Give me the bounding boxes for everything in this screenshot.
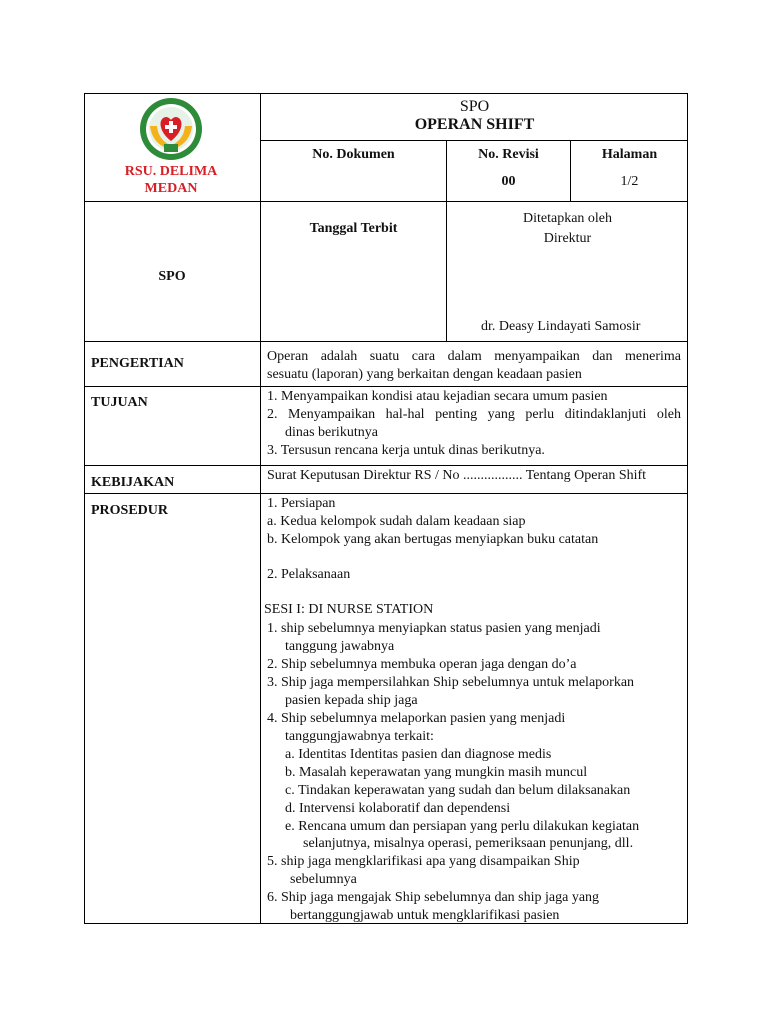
pengertian-label: PENGERTIAN — [91, 356, 184, 371]
prosedur-line: 1. Persiapan — [267, 496, 336, 511]
prosedur-line: c. Tindakan keperawatan yang sudah dan belum dilaksanakan — [285, 783, 631, 798]
tujuan-label: TUJUAN — [91, 395, 148, 410]
halaman-label: Halaman — [601, 147, 658, 162]
prosedur-line: b. Masalah keperawatan yang mungkin masih muncul — [285, 765, 588, 780]
org-name-line1: RSU. DELIMA — [124, 164, 218, 179]
halaman-value: 1/2 — [620, 174, 639, 189]
prosedur-line: d. Intervensi kolaboratif dan dependensi — [285, 801, 511, 816]
no-revisi-value: 00 — [501, 174, 516, 189]
prosedur-line: pasien kepada ship jaga — [285, 693, 418, 708]
signatory-name: dr. Deasy Lindayati Samosir — [481, 319, 641, 334]
tanggal-terbit-label: Tanggal Terbit — [309, 221, 398, 236]
row-divider-tujuan — [84, 465, 688, 466]
row-divider-pengertian — [84, 386, 688, 387]
prosedur-line: 4. Ship sebelumnya melaporkan pasien yang menjadi — [267, 711, 566, 726]
doc-title: OPERAN SHIFT — [414, 116, 535, 133]
spo-label: SPO — [158, 269, 186, 284]
prosedur-line: 2. Ship sebelumnya membuka operan jaga dengan do’a — [267, 657, 577, 672]
ditetapkan-oleh: Ditetapkan oleh — [522, 211, 613, 226]
prosedur-line: b. Kelompok yang akan bertugas menyiapkan buku catatan — [267, 532, 599, 547]
prosedur-line: 3. Ship jaga mempersilahkan Ship sebelumnya untuk melaporkan — [267, 675, 635, 690]
prosedur-line: selanjutnya, misalnya operasi, pemeriksaan penunjang, dll. — [303, 836, 634, 851]
tujuan-item-3: 3. Tersusun rencana kerja untuk dinas berikutnya. — [267, 443, 545, 458]
doc-type: SPO — [459, 98, 490, 115]
prosedur-line: e. Rencana umum dan persiapan yang perlu dilakukan kegiatan — [285, 819, 640, 834]
tujuan-item-2-cont: dinas berikutnya — [285, 425, 378, 440]
jabatan: Direktur — [543, 231, 592, 246]
prosedur-line: a. Identitas Identitas pasien dan diagnose medis — [285, 747, 552, 762]
row-divider-header — [84, 201, 688, 202]
tujuan-item-1: 1. Menyampaikan kondisi atau kejadian secara umum pasien — [267, 389, 608, 404]
no-revisi-label: No. Revisi — [478, 147, 539, 162]
prosedur-label: PROSEDUR — [91, 503, 169, 518]
prosedur-line: 6. Ship jaga mengajak Ship sebelumnya dan ship jaga yang — [267, 890, 600, 905]
prosedur-line: 2. Pelaksanaan — [267, 567, 351, 582]
prosedur-line: a. Kedua kelompok sudah dalam keadaan siap — [267, 514, 526, 529]
prosedur-line: 5. ship jaga mengklarifikasi apa yang disampaikan Ship — [267, 854, 580, 869]
row-divider-kebijakan — [84, 493, 688, 494]
tujuan-item-2: 2. Menyampaikan hal-hal penting yang perlu ditindaklanjuti oleh — [267, 407, 681, 422]
prosedur-line: 1. ship sebelumnya menyiapkan status pasien yang menjadi — [267, 621, 601, 636]
row-divider-title — [260, 140, 688, 141]
hospital-logo — [138, 96, 204, 162]
prosedur-line: sebelumnya — [290, 872, 357, 887]
pengertian-line-1: Operan adalah suatu cara dalam menyampaikan dan menerima — [267, 349, 681, 364]
no-dokumen-label: No. Dokumen — [312, 147, 395, 162]
row-divider-approval — [84, 341, 688, 342]
kebijakan-label: KEBIJAKAN — [91, 475, 175, 490]
prosedur-line: tanggungjawabnya terkait: — [285, 729, 434, 744]
col-divider-body — [260, 341, 261, 924]
prosedur-line: bertanggungjawab untuk mengklarifikasi pasien — [290, 908, 560, 923]
kebijakan-text: Surat Keputusan Direktur RS / No ................. Tentang Operan Shift — [267, 468, 647, 483]
prosedur-line: tanggung jawabnya — [285, 639, 395, 654]
prosedur-section-title: SESI I: DI NURSE STATION — [264, 602, 434, 617]
org-name-line2: MEDAN — [144, 181, 198, 196]
pengertian-line-2: sesuatu (laporan) yang berkaitan dengan keadaan pasien — [267, 367, 582, 382]
